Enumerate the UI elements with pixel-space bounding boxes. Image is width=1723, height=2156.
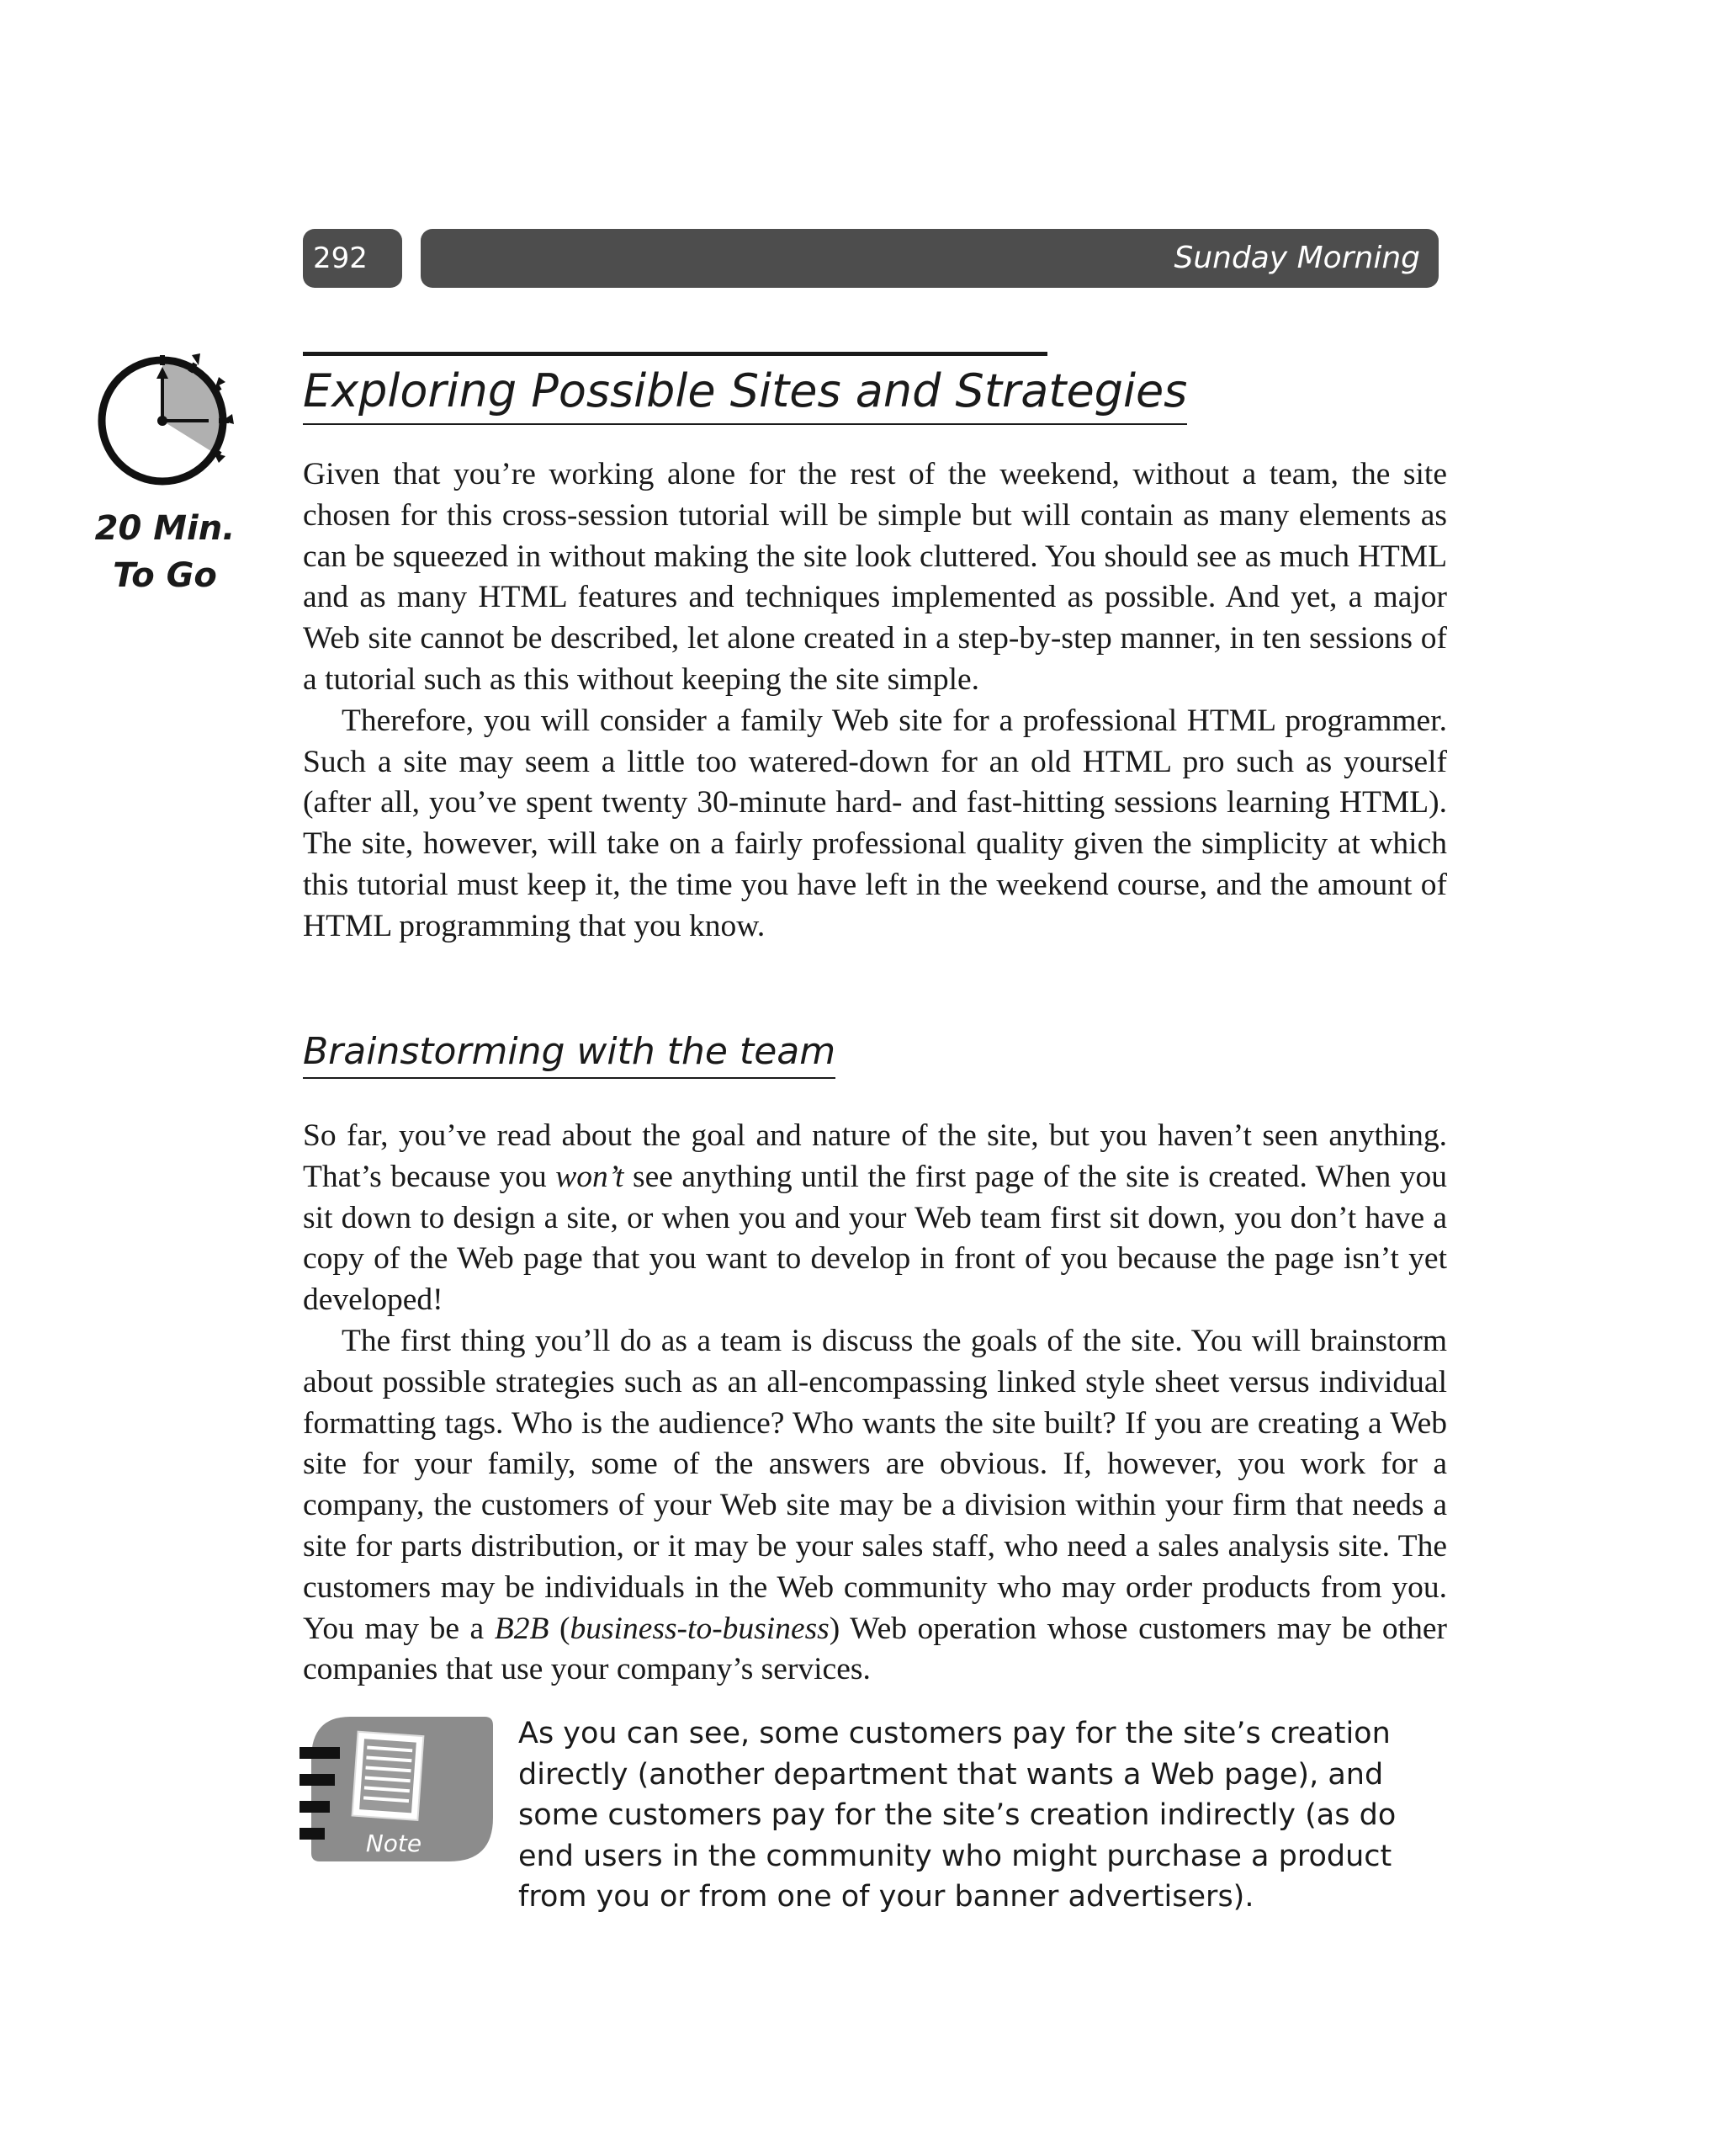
timer-minutes: 20 Min.: [94, 509, 236, 548]
emphasis: business-to-business: [570, 1611, 830, 1646]
timer-label: [81, 505, 249, 599]
emphasis: won’t: [555, 1159, 624, 1194]
paragraph-text: The first thing you’ll do as a team is discuss the goals of the site. You will brainstorm about possible strategies such as an all-encompassing linked style sheet versus individual formatting tags. Who is the audience? Who wants the site built? If you are creating a Web site for your family, some of the answers are obvious. If, however, you work for a company, the customers of your Web site may be a division within your firm that needs a site for parts distribution, or it may be your sales staff, who need a sales analysis site. The customers may be individuals in the Web community who may order products from you. You may be a: [303, 1323, 1447, 1646]
note-text: [518, 1713, 1452, 1918]
paragraph-text: see anything until the first page of the site is created. When you sit down to design a site, or when you and your Web team first sit down, you don’t have a copy of the Web page that you want to develop in front of you because the page isn’t yet developed!: [303, 1159, 1447, 1318]
clock-icon: [91, 353, 251, 497]
page-number: 292: [303, 229, 402, 288]
note-paragraph: As you can see, some customers pay for the site’s creation directly (another department that wants a Web page), and some customers pay for the site’s creation indirectly (as do end users in the community who might purchase a product from you or from one of your banner advertisers).: [518, 1717, 1397, 1914]
paragraph: Therefore, you will consider a family Web site for a professional HTML programmer. Such a site may seem a little too watered-down for an old HTML pro such as yourself (after all, you’ve spent twenty 30-minute hard- and fast-hitting sessions learning HTML). The site, however, will take on a fairly professional quality given the simplicity at which this tutorial must keep it, the time you have left in the weekend course, and the amount of HTML programming that you know.: [303, 703, 1447, 943]
paragraph-text: (: [549, 1611, 570, 1646]
subsection-body: [303, 1116, 1447, 1691]
paragraph: [303, 1321, 1447, 1691]
paragraph-text: ) Web operation whose customers may be other companies that use your company’s services.: [303, 1611, 1447, 1687]
timer-to-go: To Go: [113, 556, 217, 595]
emphasis: B2B: [494, 1611, 549, 1646]
section-title: Exploring Possible Sites and Strategies: [303, 363, 1187, 425]
running-header: Sunday Morning: [421, 229, 1439, 288]
paragraph-text: So far, you’ve read about the goal and nature of the site, but you haven’t seen anything. That’s because you: [303, 1118, 1447, 1194]
section-title-rule: [303, 352, 1047, 356]
paragraph: [303, 1116, 1447, 1321]
section-heading: [303, 352, 1187, 425]
paragraph: Given that you’re working alone for the rest of the weekend, without a team, the site chosen for this cross-session tutorial will be simple but will contain as many elements as can be squeezed in without making the site look cluttered. You should see as much HTML and as many HTML features and techniques implemented as possible. And yet, a major Web site cannot be described, let alone created in a step-by-step manner, in ten sessions of a tutorial such as this without keeping the site simple.: [303, 457, 1447, 697]
note-label: Note: [365, 1829, 422, 1857]
note-icon: [300, 1717, 493, 1868]
subsection-title: Brainstorming with the team: [303, 1028, 835, 1079]
section-body: [303, 454, 1447, 948]
